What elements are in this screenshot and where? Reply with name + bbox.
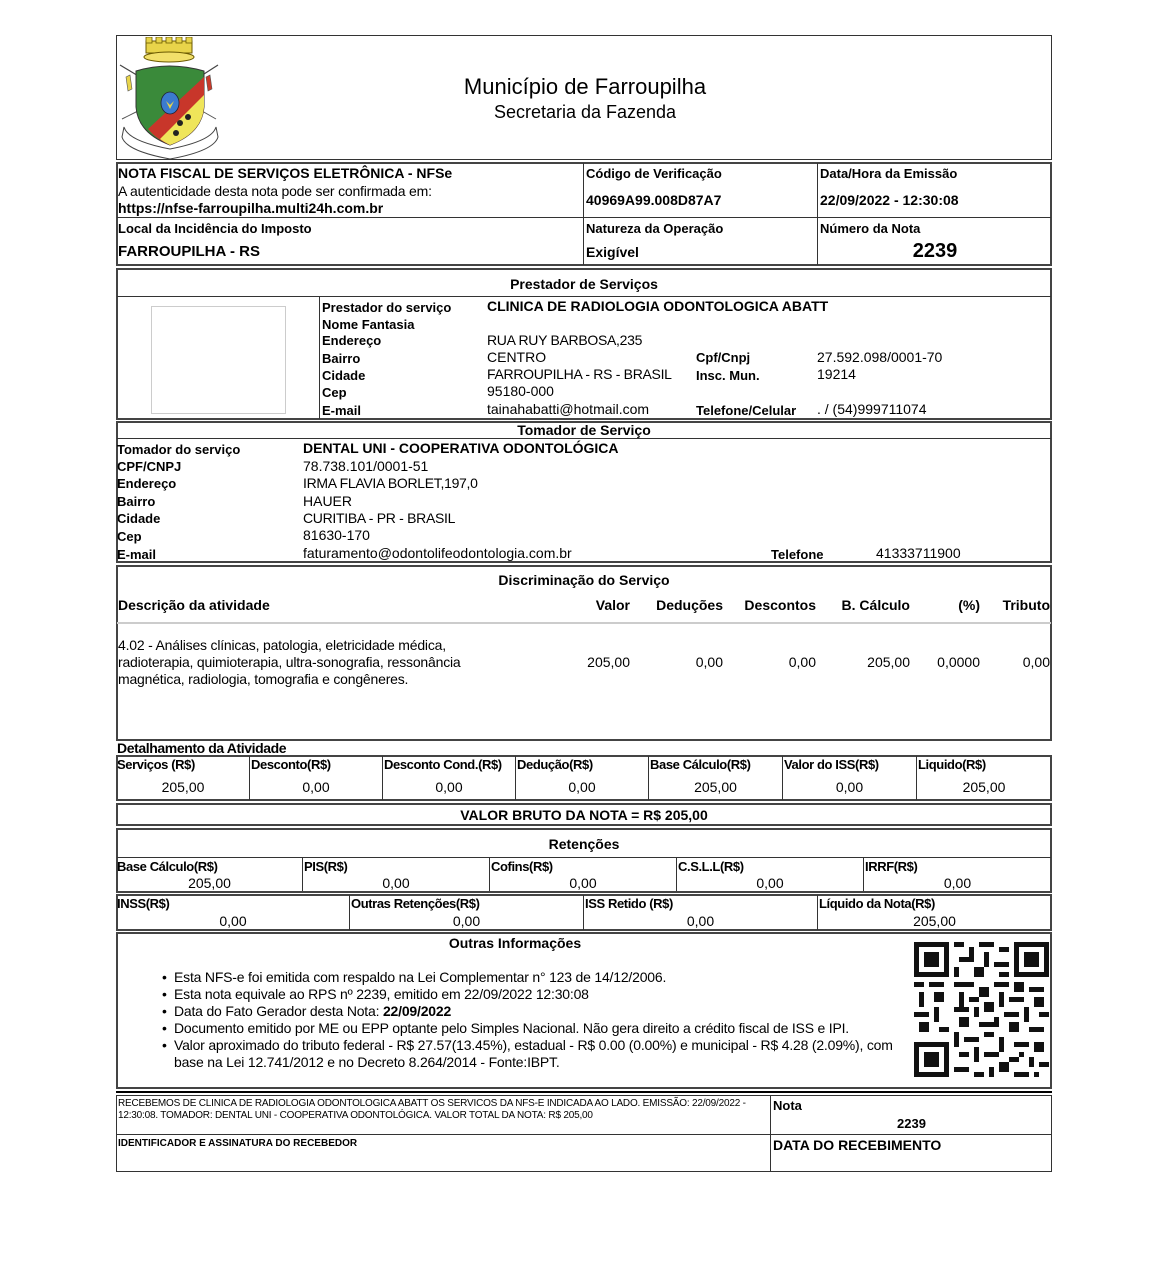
prestador-address-label: Endereço — [322, 333, 382, 348]
prestador-fantasy-label: Nome Fantasia — [322, 317, 415, 332]
det-iss-label: Valor do ISS(R$) — [784, 757, 879, 772]
service-valor: 205,00 — [587, 654, 630, 670]
tomador-city-label: Cidade — [117, 511, 161, 526]
local-value: FARROUPILHA - RS — [118, 243, 260, 260]
number-value: 2239 — [912, 240, 958, 262]
det-desconto-cond-value: 0,00 — [435, 779, 463, 795]
prestador-city: FARROUPILHA - RS - BRASIL — [487, 366, 672, 382]
prestador-zip-label: Cep — [322, 385, 347, 400]
prestador-phone-label: Telefone/Celular — [696, 403, 797, 418]
info-item: • Documento emitido por ME ou EPP optante pelo Simples Nacional. Não gera direito a crédito fiscal de ISS e IPI. — [160, 1020, 920, 1037]
verification-code: 40969A99.008D87A7 — [586, 192, 722, 208]
ret-cofins-label: Cofins(R$) — [491, 859, 553, 874]
prestador-logo-placeholder — [151, 306, 286, 414]
prestador-zip: 95180-000 — [487, 383, 554, 399]
retencoes-title: Retenções — [548, 836, 620, 852]
prestador-section-title: Prestador de Serviços — [510, 276, 658, 292]
service-descontos: 0,00 — [788, 654, 816, 670]
service-description: 4.02 - Análises clínicas, patologia, eletricidade médica, radioterapia, quimioterapia, ultra-sonografia, ressonância magnética, radiologia, tomografia e congêneres. — [118, 637, 461, 687]
det-deducao-label: Dedução(R$) — [517, 757, 593, 772]
ret-csll-value: 0,00 — [756, 875, 784, 891]
auth-url-link[interactable]: https://nfse-farroupilha.multi24h.com.br — [118, 200, 384, 216]
tomador-cnpj-label: CPF/CNPJ — [117, 459, 182, 474]
det-base-label: Base Cálculo(R$) — [650, 757, 751, 772]
prestador-city-label: Cidade — [322, 368, 366, 383]
department-subtitle: Secretaria da Fazenda — [493, 102, 677, 122]
info-item: • Valor aproximado do tributo federal - R$ 27.57(13.45%), estadual - R$ 0.00 (0.00%) e municipal - R$ 4.28 (2.09%), com base na Lei 12.741/2012 e no Decreto 8.264/2014 - Fonte:IBPT. — [160, 1037, 920, 1071]
det-desconto-cond-label: Desconto Cond.(R$) — [384, 757, 502, 772]
auth-text: A autenticidade desta nota pode ser confirmada em: — [118, 183, 432, 199]
ret-pis-label: PIS(R$) — [304, 859, 348, 874]
tomador-address-label: Endereço — [117, 476, 177, 491]
ret-outras-label: Outras Retenções(R$) — [351, 896, 480, 911]
service-percent: 0,0000 — [937, 654, 980, 670]
det-desconto-label: Desconto(R$) — [251, 757, 331, 772]
verification-label: Código de Verificação — [586, 166, 722, 181]
prestador-district-label: Bairro — [322, 351, 361, 366]
ret-iss-retido-label: ISS Retido (R$) — [585, 896, 673, 911]
service-deducoes: 0,00 — [695, 654, 723, 670]
tomador-zip-label: Cep — [117, 529, 142, 544]
ret-liquido-value: 205,00 — [913, 913, 956, 929]
det-deducao-value: 0,00 — [568, 779, 596, 795]
ret-liquido-label: Líquido da Nota(R$) — [819, 896, 935, 911]
detalhamento-title: Detalhamento da Atividade — [117, 740, 287, 756]
col-valor: Valor — [595, 597, 630, 613]
valor-bruto: VALOR BRUTO DA NOTA = R$ 205,00 — [460, 807, 708, 823]
prestador-insc-label: Insc. Mun. — [696, 368, 760, 383]
receipt-date-field-label[interactable]: DATA DO RECEBIMENTO — [773, 1137, 942, 1153]
tomador-name: DENTAL UNI - COOPERATIVA ODONTOLÓGICA — [303, 440, 619, 456]
prestador-email-label: E-mail — [322, 403, 362, 418]
ret-base-value: 205,00 — [188, 875, 231, 891]
tomador-district: HAUER — [303, 493, 353, 509]
ret-outras-value: 0,00 — [452, 913, 481, 929]
det-servicos-label: Serviços (R$) — [117, 757, 195, 772]
prestador-address: RUA RUY BARBOSA,235 — [487, 332, 643, 348]
ret-csll-label: C.S.L.L(R$) — [678, 859, 744, 874]
tomador-zip: 81630-170 — [303, 527, 370, 543]
coat-of-arms-icon — [118, 37, 222, 159]
det-servicos-value: 205,00 — [161, 779, 205, 795]
det-base-value: 205,00 — [694, 779, 737, 795]
local-label: Local da Incidência do Imposto — [118, 221, 312, 236]
col-descontos: Descontos — [744, 597, 816, 613]
ret-irrf-value: 0,00 — [943, 875, 972, 891]
prestador-insc: 19214 — [817, 366, 856, 382]
ret-iss-retido-value: 0,00 — [686, 913, 715, 929]
tomador-phone-label: Telefone — [771, 547, 824, 562]
recibo-nota-value: 2239 — [897, 1116, 926, 1131]
tomador-section-title: Tomador de Serviço — [517, 422, 651, 438]
col-descricao: Descrição da atividade — [118, 597, 270, 613]
recibo-nota-label: Nota — [773, 1098, 802, 1113]
tomador-email-label: E-mail — [117, 547, 157, 562]
fato-gerador-date: 22/09/2022 — [382, 1003, 452, 1019]
recibo-top-rule — [116, 1091, 1052, 1093]
nature-value: Exigível — [586, 244, 639, 260]
qr-code-icon — [914, 942, 1049, 1077]
number-label: Número da Nota — [820, 221, 921, 236]
tomador-email: faturamento@odontolifeodontologia.com.br — [303, 545, 572, 561]
service-base: 205,00 — [867, 654, 910, 670]
info-item: • Data do Fato Gerador desta Nota: 22/09/2022 — [160, 1003, 920, 1020]
tomador-phone: 41333711900 — [876, 545, 961, 561]
ret-pis-value: 0,00 — [382, 875, 410, 891]
service-tributo: 0,00 — [1022, 654, 1050, 670]
ret-inss-label: INSS(R$) — [117, 896, 170, 911]
det-desconto-value: 0,00 — [302, 779, 330, 795]
nfse-title: NOTA FISCAL DE SERVIÇOS ELETRÔNICA - NFSe — [118, 165, 453, 181]
header-separator — [117, 622, 1051, 624]
info-item: • Esta NFS-e foi emitida com respaldo na Lei Complementar n° 123 de 14/12/2006. — [160, 969, 920, 986]
info-item: • Esta nota equivale ao RPS nº 2239, emitido em 22/09/2022 12:30:08 — [160, 986, 920, 1003]
tomador-city: CURITIBA - PR - BRASIL — [303, 510, 456, 526]
emission-label: Data/Hora da Emissão — [820, 166, 958, 181]
recibo-text: RECEBEMOS DE CLINICA DE RADIOLOGIA ODONTOLOGICA ABATT OS SERVICOS DA NFS-E INDICADA AO LADO. EMISSÃO: 22/09/2022 - 12:30:08. TOMADOR: DENTAL UNI - COOPERATIVA ODONTOLÓGICA. VALOR TOTAL DA NOTA: R$ 205,00 — [118, 1098, 746, 1121]
tomador-district-label: Bairro — [117, 494, 156, 509]
prestador-district: CENTRO — [487, 349, 547, 365]
col-tributo: Tributo — [1002, 597, 1050, 613]
ret-cofins-value: 0,00 — [569, 875, 597, 891]
signature-field-label[interactable]: IDENTIFICADOR E ASSINATURA DO RECEBEDOR — [118, 1138, 358, 1149]
prestador-email: tainahabatti@hotmail.com — [487, 401, 650, 417]
col-percent: (%) — [958, 597, 980, 613]
col-deducoes: Deduções — [656, 597, 723, 613]
prestador-cnpj: 27.592.098/0001-70 — [817, 349, 943, 365]
nature-label: Natureza da Operação — [586, 221, 724, 236]
prestador-name-label: Prestador do serviço — [322, 300, 452, 315]
det-liquido-label: Liquido(R$) — [918, 757, 986, 772]
municipality-title: Município de Farroupilha — [463, 74, 707, 99]
discriminacao-section-title: Discriminação do Serviço — [498, 572, 670, 588]
tomador-cnpj: 78.738.101/0001-51 — [303, 458, 429, 474]
ret-irrf-label: IRRF(R$) — [865, 859, 918, 874]
prestador-name: CLINICA DE RADIOLOGIA ODONTOLOGICA ABATT — [487, 298, 829, 314]
outras-list — [160, 969, 920, 1071]
det-iss-value: 0,00 — [835, 779, 864, 795]
prestador-phone: . / (54)999711074 — [817, 401, 927, 417]
tomador-name-label: Tomador do serviço — [117, 442, 241, 457]
col-base-calculo: B. Cálculo — [841, 597, 910, 613]
outras-title: Outras Informações — [448, 935, 582, 951]
prestador-cnpj-label: Cpf/Cnpj — [696, 350, 751, 365]
tomador-address: IRMA FLAVIA BORLET,197,0 — [303, 475, 478, 491]
ret-inss-value: 0,00 — [219, 913, 247, 929]
emission-datetime: 22/09/2022 - 12:30:08 — [820, 192, 959, 208]
det-liquido-value: 205,00 — [962, 779, 1006, 795]
ret-base-label: Base Cálculo(R$) — [117, 859, 218, 874]
